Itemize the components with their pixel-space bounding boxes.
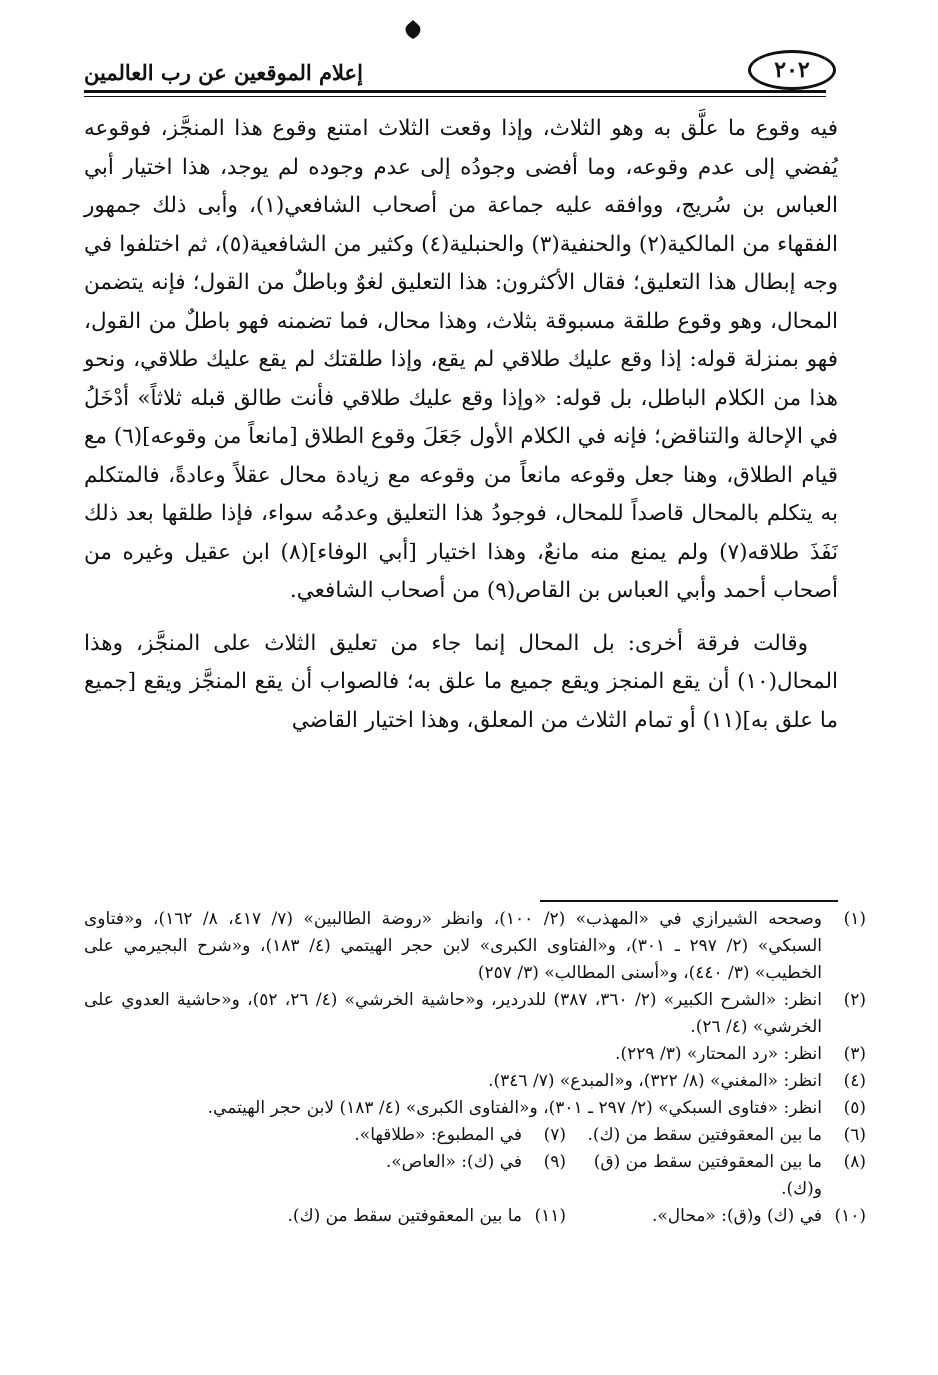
- page-header: [84, 48, 836, 92]
- footnote-text: انظر: «رد المحتار» (٣/ ٢٢٩).: [615, 1044, 822, 1064]
- page-number-badge: [738, 48, 842, 90]
- footnote: [386, 1149, 566, 1203]
- footnote: [288, 1203, 566, 1230]
- header-rule-thin: [84, 96, 826, 97]
- footnote: [566, 1149, 866, 1203]
- footnote-number: (٨): [843, 1152, 866, 1172]
- footnote-number: (٦): [843, 1125, 866, 1145]
- page-number: ٢٠٢: [774, 57, 810, 83]
- footnote-number: (١١): [534, 1206, 566, 1226]
- footnote: [354, 1122, 566, 1149]
- footnote-text: وصححه الشيرازي في «المهذب» (٢/ ١٠٠)، وانظر «روضة الطالبين» (٧/ ٤١٧، ٨/ ١٦٢)، و«فتاوى السبكي» (٢/ ٢٩٧ ـ ٣٠١)، و«الفتاوى الكبرى» لابن حجر الهيتمي (٤/ ١٨٣)، و«شرح البجيرمي على الخطيب» (٣/ ٤٤٠)، و«أسنى المطالب» (٣/ ٢٥٧): [84, 909, 822, 983]
- footnote-text: انظر: «فتاوى السبكي» (٢/ ٢٩٧ ـ ٣٠١)، و«الفتاوى الكبرى» (٤/ ١٨٣) لابن حجر الهيتمي.: [207, 1098, 822, 1118]
- footnote: [566, 1122, 866, 1149]
- paragraph-2: وقالت فرقة أخرى: بل المحال إنما جاء من تعليق الثلاث على المنجَّز، وهذا المحال(١٠) أن يقع المنجز ويقع جميع ما علق به؛ فالصواب أن يقع المنجَّز ويقع [جميع ما علق به](١١) أو تمام الثلاث من المعلق، وهذا اختيار القاضي: [84, 630, 838, 733]
- footnote: [566, 1203, 866, 1230]
- book-title: إعلام الموقعين عن رب العالمين: [84, 60, 363, 85]
- footnote-row: [84, 1149, 866, 1203]
- ornament-icon: [402, 18, 424, 40]
- footnote: [84, 1041, 866, 1068]
- footnote-number: (١): [843, 909, 866, 929]
- footnote-separator: [540, 900, 838, 902]
- footnote-number: (٣): [843, 1044, 866, 1064]
- header-rule: [84, 90, 826, 93]
- footnote-text: في (ك): «العاص».: [385, 1152, 522, 1172]
- footnote-text: في (ك) و(ق): «محال».: [652, 1206, 822, 1226]
- footnotes: [84, 906, 866, 1230]
- footnote-number: (٧): [543, 1125, 566, 1145]
- footnote-text: ما بين المعقوفتين سقط من (ق) و(ك).: [593, 1152, 822, 1199]
- footnote: [84, 1095, 866, 1122]
- footnote-text: انظر: «الشرح الكبير» (٢/ ٣٦٠، ٣٨٧) للدردير، و«حاشية الخرشي» (٤/ ٢٦، ٥٢)، و«حاشية العدوي على الخرشي» (٤/ ٢٦).: [84, 990, 822, 1037]
- footnote: [84, 906, 866, 987]
- footnote-number: (١٠): [834, 1206, 866, 1226]
- footnote-number: (٩): [543, 1152, 566, 1172]
- footnote-number: (٢): [843, 990, 866, 1010]
- footnote: [84, 987, 866, 1041]
- footnote-text: ما بين المعقوفتين سقط من (ك).: [287, 1206, 522, 1226]
- footnote-text: ما بين المعقوفتين سقط من (ك).: [587, 1125, 822, 1145]
- footnote-row: [84, 1122, 866, 1149]
- footnote-text: في المطبوع: «طلاقها».: [354, 1125, 522, 1145]
- footnote-row: [84, 1203, 866, 1230]
- footnote-text: انظر: «المغني» (٨/ ٣٢٢)، و«المبدع» (٧/ ٣٤٦).: [488, 1071, 822, 1091]
- footnote-number: (٥): [843, 1098, 866, 1118]
- main-text: [84, 110, 838, 740]
- footnote: [84, 1068, 866, 1095]
- paragraph-1: فيه وقوع ما علَّق به وهو الثلاث، وإذا وقعت الثلاث امتنع وقوع هذا المنجَّز، فوقوعه يُفضي إلى عدم وقوعه، وما أفضى وجودُه إلى عدم وجوده لم يوجد، هذا اختيار أبي العباس بن سُريج، ووافقه عليه جماعة من أصحاب الشافعي(١)، وأبى ذلك جمهور الفقهاء من المالكية(٢) والحنفية(٣) والحنبلية(٤) وكثير من الشافعية(٥)، ثم اختلفوا في وجه إبطال هذا التعليق؛ فقال الأكثرون: هذا التعليق لغوٌ وباطلٌ من القول؛ فإنه يتضمن المحال، وهو وقوع طلقة مسبوقة بثلاث، وهذا محال، فما تضمنه فهو باطلٌ من القول، فهو بمنزلة قوله: إذا وقع عليك طلاقي لم يقع، وإذا طلقتك لم يقع عليك طلاقي، ونحو هذا من الكلام الباطل، بل قوله: «وإذا وقع عليك طلاقي فأنت طالق قبله ثلاثاً» أدْخَلُ في الإحالة والتناقض؛ فإنه في الكلام الأول جَعَلَ وقوع الطلاق [مانعاً من وقوعه](٦) مع قيام الطلاق، وهنا جعل وقوعه مانعاً من وقوعه مع زيادة محال عقلاً وعادةً، فالمتكلم به يتكلم بالمحال قاصداً للمحال، فوجودُ هذا التعليق وعدمُه سواء، فإذا طلقها بعد ذلك نَفَذَ طلاقه(٧) ولم يمنع منه مانعٌ، وهذا اختيار [أبي الوفاء](٨) ابن عقيل وغيره من أصحاب أحمد وأبي العباس بن القاص(٩) من أصحاب الشافعي.: [84, 116, 839, 603]
- footnote-number: (٤): [843, 1071, 866, 1091]
